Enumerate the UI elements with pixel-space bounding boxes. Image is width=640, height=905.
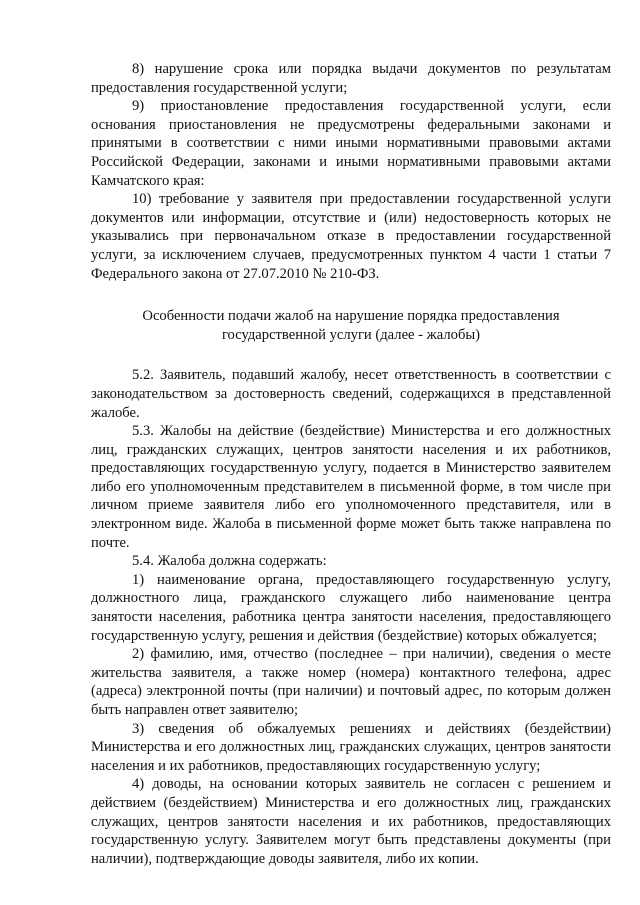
- paragraph-5-2: 5.2. Заявитель, подавший жалобу, несет ответственность в соответствии с законодательством за достоверность сведений, содержащихся в представленной жалобе.: [91, 367, 611, 421]
- paragraph-5-3: 5.3. Жалобы на действие (бездействие) Министерства и его должностных лиц, гражданских служащих, центров занятости населения и их работников, предоставляющих государственную услугу, подается в Министерство заявителем либо его уполномоченным представителем в письменной форме, в том числе при личном приеме заявителя либо его уполномоченного представителя, или в электронном виде. Жалоба в письменной форме может быть также направлена по почте.: [91, 423, 611, 551]
- paragraph-item-9: 9) приостановление предоставления государственной услуги, если основания приостановления не предусмотрены федеральными законами и принятыми в соответствии с ними иными нормативными правовыми актами Российской Федерации, законами и иными нормативными правовыми актами Камчатского края:: [91, 98, 611, 189]
- section-heading-line-2: государственной услуги (далее - жалобы): [221, 326, 481, 343]
- paragraph-item-8: 8) нарушение срока или порядка выдачи документов по результатам предоставления государственной услуги;: [91, 61, 611, 96]
- paragraph-5-4-item-3: 3) сведения об обжалуемых решениях и действиях (бездействии) Министерства и его должностных лиц, гражданских служащих, центров занятости населения и их работников, предоставляющих государственную услугу;: [91, 720, 611, 774]
- paragraph-5-4-item-4: 4) доводы, на основании которых заявитель не согласен с решением и действием (бездействием) Министерства и его должностных лиц, гражданских служащих, центров занятости населения и их работников, предоставляющих государственную услугу. Заявителем могут быть представлены документы (при наличии), подтверждающие доводы заявителя, либо их копии.: [91, 776, 611, 867]
- section-heading-line-1: Особенности подачи жалоб на нарушение порядка предоставления: [142, 308, 560, 325]
- paragraph-5-4: 5.4. Жалоба должна содержать:: [132, 553, 327, 570]
- paragraph-5-4-item-2: 2) фамилию, имя, отчество (последнее – при наличии), сведения о месте жительства заявителя, а также номер (номера) контактного телефона, адрес (адреса) электронной почты (при наличии) и почтовый адрес, по которым должен быть направлен ответ заявителю;: [91, 646, 611, 718]
- paragraph-item-10: 10) требование у заявителя при предоставлении государственной услуги документов или информации, отсутствие и (или) недостоверность которых не указывались при первоначальном отказе в предоставлении государственной услуги, за исключением случаев, предусмотренных пунктом 4 части 1 статьи 7 Федерального закона от 27.07.2010 № 210-ФЗ.: [91, 191, 611, 282]
- section-heading: [91, 307, 611, 344]
- paragraph-5-4-item-1: 1) наименование органа, предоставляющего государственную услугу, должностного лица, гражданского служащего либо наименование центра занятости населения, работника центра занятости населения, предоставляющего государственную услугу, решения и действия (бездействие) которых обжалуется;: [91, 571, 611, 644]
- document-page: [91, 60, 611, 868]
